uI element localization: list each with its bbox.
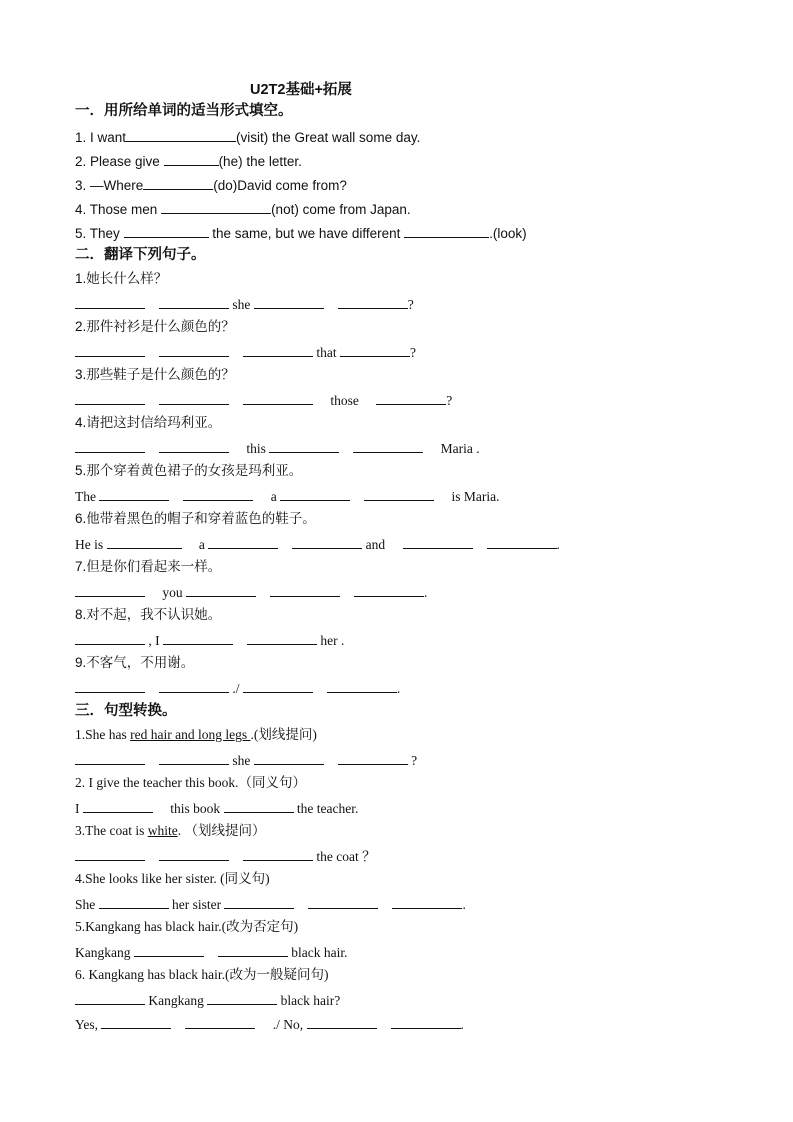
answer-blank[interactable] xyxy=(75,342,145,357)
answer-blank[interactable] xyxy=(107,534,182,549)
s2-q3-answer: those ? xyxy=(75,390,452,410)
answer-blank[interactable] xyxy=(218,942,288,957)
s1-item-4: 4. Those men (not) come from Japan. xyxy=(75,199,411,219)
answer-blank[interactable] xyxy=(99,486,169,501)
answer-blank[interactable] xyxy=(101,1014,171,1029)
answer-blank[interactable] xyxy=(364,486,434,501)
s2-q1-answer: she ? xyxy=(75,294,414,314)
s1-item-5: 5. They the same, but we have different .(look) xyxy=(75,223,527,243)
s3-q6-prompt: 6. Kangkang has black hair.(改为一般疑问句) xyxy=(75,967,329,982)
answer-blank[interactable] xyxy=(280,486,350,501)
answer-blank[interactable] xyxy=(270,582,340,597)
s1-item-1: 1. I want (visit) the Great wall some day. xyxy=(75,127,420,147)
answer-blank[interactable] xyxy=(338,294,408,309)
answer-blank[interactable] xyxy=(354,582,424,597)
answer-blank[interactable] xyxy=(75,294,145,309)
answer-blank[interactable] xyxy=(340,342,410,357)
s3-q4-answer: She her sister . xyxy=(75,894,466,914)
answer-blank[interactable] xyxy=(269,438,339,453)
answer-blank[interactable] xyxy=(185,1014,255,1029)
answer-blank[interactable] xyxy=(243,846,313,861)
section1-heading: 一．用所给单词的适当形式填空。 xyxy=(75,103,293,119)
answer-blank[interactable] xyxy=(75,630,145,645)
answer-blank[interactable] xyxy=(159,342,229,357)
answer-blank[interactable] xyxy=(159,294,229,309)
answer-blank[interactable] xyxy=(159,390,229,405)
s2-q2-answer: that ? xyxy=(75,342,416,362)
answer-blank[interactable] xyxy=(243,390,313,405)
s3-q5-answer: Kangkang black hair. xyxy=(75,942,347,962)
answer-blank[interactable] xyxy=(404,223,489,238)
s3-q2-prompt: 2. I give the teacher this book.（同义句） xyxy=(75,775,306,790)
answer-blank[interactable] xyxy=(243,342,313,357)
s2-q5-prompt: 5.那个穿着黄色裙子的女孩是玛利亚。 xyxy=(75,463,303,478)
s2-q9-answer: ./ . xyxy=(75,678,400,698)
s3-q6-answer: Kangkang black hair? xyxy=(75,990,340,1010)
answer-blank[interactable] xyxy=(183,486,253,501)
answer-blank[interactable] xyxy=(99,894,169,909)
underlined-phrase: red hair and long legs xyxy=(130,727,251,742)
answer-blank[interactable] xyxy=(161,199,271,214)
answer-blank[interactable] xyxy=(159,846,229,861)
s2-q4-answer: this Maria . xyxy=(75,438,480,458)
answer-blank[interactable] xyxy=(75,678,145,693)
s1-item-3: 3. —Where (do)David come from? xyxy=(75,175,347,195)
answer-blank[interactable] xyxy=(487,534,557,549)
page-title: U2T2基础+拓展 xyxy=(250,82,352,98)
s2-q8-answer: , I her . xyxy=(75,630,344,650)
answer-blank[interactable] xyxy=(75,750,145,765)
s1-item-2: 2. Please give (he) the letter. xyxy=(75,151,302,171)
answer-blank[interactable] xyxy=(224,894,294,909)
answer-blank[interactable] xyxy=(307,1014,377,1029)
s3-q3-prompt: 3.The coat is white. （划线提问） xyxy=(75,823,266,838)
section3-heading: 三．句型转换。 xyxy=(75,703,177,719)
s3-q1-answer: she ? xyxy=(75,750,417,770)
answer-blank[interactable] xyxy=(75,846,145,861)
answer-blank[interactable] xyxy=(159,438,229,453)
answer-blank[interactable] xyxy=(208,534,278,549)
answer-blank[interactable] xyxy=(75,390,145,405)
answer-blank[interactable] xyxy=(254,750,324,765)
answer-blank[interactable] xyxy=(353,438,423,453)
answer-blank[interactable] xyxy=(392,894,462,909)
s2-q8-prompt: 8.对不起，我不认识她。 xyxy=(75,607,222,622)
section2-heading: 二．翻译下列句子。 xyxy=(75,247,206,263)
answer-blank[interactable] xyxy=(308,894,378,909)
answer-blank[interactable] xyxy=(164,151,219,166)
s2-q7-answer: you . xyxy=(75,582,427,602)
answer-blank[interactable] xyxy=(247,630,317,645)
s2-q7-prompt: 7.但是你们看起来一样。 xyxy=(75,559,222,574)
answer-blank[interactable] xyxy=(75,990,145,1005)
answer-blank[interactable] xyxy=(186,582,256,597)
answer-blank[interactable] xyxy=(159,678,229,693)
answer-blank[interactable] xyxy=(254,294,324,309)
answer-blank[interactable] xyxy=(163,630,233,645)
answer-blank[interactable] xyxy=(391,1014,461,1029)
answer-blank[interactable] xyxy=(376,390,446,405)
answer-blank[interactable] xyxy=(159,750,229,765)
answer-blank[interactable] xyxy=(327,678,397,693)
s3-q3-answer: the coat ？ xyxy=(75,846,376,866)
answer-blank[interactable] xyxy=(134,942,204,957)
answer-blank[interactable] xyxy=(292,534,362,549)
s2-q9-prompt: 9.不客气，不用谢。 xyxy=(75,655,195,670)
s2-q1-prompt: 1.她长什么样？ xyxy=(75,271,168,286)
s2-q5-answer: The a is Maria. xyxy=(75,486,500,506)
answer-blank[interactable] xyxy=(207,990,277,1005)
s2-q6-answer: He is a and . xyxy=(75,534,560,554)
answer-blank[interactable] xyxy=(75,438,145,453)
s3-q5-prompt: 5.Kangkang has black hair.(改为否定句) xyxy=(75,919,299,934)
answer-blank[interactable] xyxy=(124,223,209,238)
answer-blank[interactable] xyxy=(126,127,236,142)
s3-q6-short-answer: Yes, ./ No, . xyxy=(75,1014,464,1034)
answer-blank[interactable] xyxy=(243,678,313,693)
answer-blank[interactable] xyxy=(403,534,473,549)
answer-blank[interactable] xyxy=(75,582,145,597)
s3-q4-prompt: 4.She looks like her sister. (同义句) xyxy=(75,871,270,886)
answer-blank[interactable] xyxy=(338,750,408,765)
answer-blank[interactable] xyxy=(143,175,213,190)
s2-q2-prompt: 2.那件衬衫是什么颜色的？ xyxy=(75,319,235,334)
s2-q3-prompt: 3.那些鞋子是什么颜色的？ xyxy=(75,367,235,382)
s2-q6-prompt: 6.他带着黑色的帽子和穿着蓝色的鞋子。 xyxy=(75,511,316,526)
answer-blank[interactable] xyxy=(83,798,153,813)
underlined-word: white xyxy=(147,823,178,838)
s2-q4-prompt: 4.请把这封信给玛利亚。 xyxy=(75,415,222,430)
s3-q2-answer: I this book the teacher. xyxy=(75,798,358,818)
s3-q1-prompt: 1.She has red hair and long legs .(划线提问) xyxy=(75,727,317,742)
answer-blank[interactable] xyxy=(224,798,294,813)
